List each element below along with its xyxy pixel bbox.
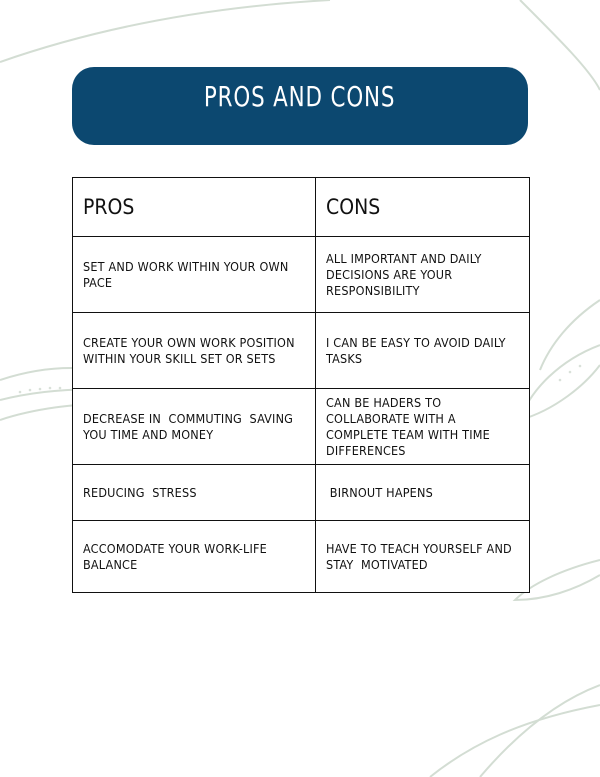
pro-cell <box>73 465 316 521</box>
pro-text: ACCOMODATE YOUR WORK-LIFE BALANCE <box>83 540 271 572</box>
pros-header: PROS <box>73 178 316 237</box>
page-title: PROS AND CONS <box>204 79 396 113</box>
pro-cell <box>73 237 316 313</box>
con-cell <box>316 389 530 465</box>
pro-cell <box>73 389 316 465</box>
table-header-row <box>73 178 530 237</box>
table-row <box>73 389 530 465</box>
con-cell <box>316 465 530 521</box>
con-text: HAVE TO TEACH YOURSELF AND STAY MOTIVATED <box>326 540 516 572</box>
pro-cell <box>73 313 316 389</box>
con-cell <box>316 521 530 593</box>
con-text: CAN BE HADERS TO COLLABORATE WITH A COMPLETE TEAM WITH TIME DIFFERENCES <box>326 394 494 458</box>
table-row <box>73 237 530 313</box>
table-row <box>73 521 530 593</box>
cons-header: CONS <box>316 178 530 237</box>
con-cell <box>316 237 530 313</box>
pro-text: DECREASE IN COMMUTING SAVING YOU TIME AND MONEY <box>83 410 297 442</box>
table-row <box>73 313 530 389</box>
pro-text: REDUCING STRESS <box>83 484 197 500</box>
pro-cell <box>73 521 316 593</box>
con-text: I CAN BE EASY TO AVOID DAILY TASKS <box>326 334 510 366</box>
con-text: ALL IMPORTANT AND DAILY DECISIONS ARE YOUR RESPONSIBILITY <box>326 250 486 298</box>
title-banner <box>72 67 528 145</box>
con-cell <box>316 313 530 389</box>
pros-cons-table <box>72 177 530 593</box>
pro-text: SET AND WORK WITHIN YOUR OWN PACE <box>83 258 293 290</box>
con-text: BIRNOUT HAPENS <box>326 484 433 500</box>
table-row <box>73 465 530 521</box>
pro-text: CREATE YOUR OWN WORK POSITION WITHIN YOUR SKILL SET OR SETS <box>83 334 299 366</box>
